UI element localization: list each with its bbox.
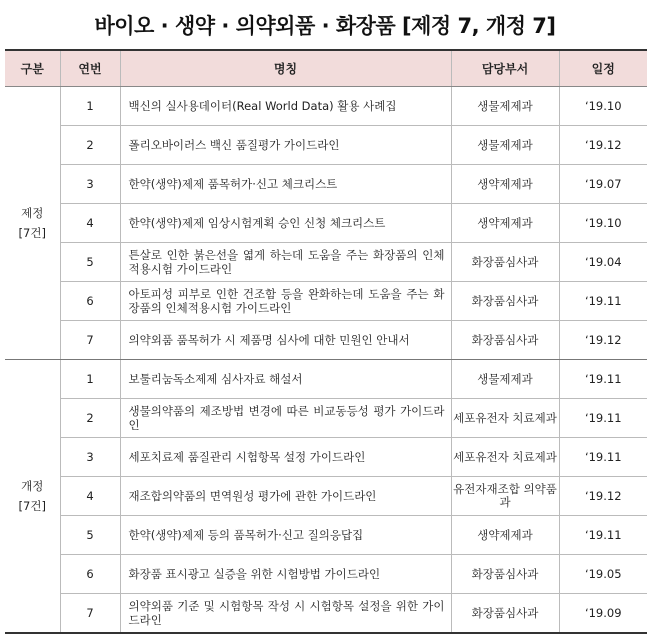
- department: 화장품심사과: [451, 594, 559, 634]
- guideline-name: 한약(생약)제제 임상시험계획 승인 신청 체크리스트: [120, 204, 451, 243]
- department: 화장품심사과: [451, 321, 559, 360]
- row-number: 6: [60, 555, 120, 594]
- guideline-name: 의약외품 품목허가 시 제품명 심사에 대한 민원인 안내서: [120, 321, 451, 360]
- guideline-name: 보툴리눔독소제제 심사자료 해설서: [120, 360, 451, 399]
- department: 생약제제과: [451, 165, 559, 204]
- row-number: 1: [60, 87, 120, 126]
- table-body: [5, 87, 647, 634]
- row-number: 3: [60, 438, 120, 477]
- table-row: [5, 438, 647, 477]
- guideline-name: 아토피성 피부로 인한 건조함 등을 완화하는데 도움을 주는 화장품의 인체적용시험 가이드라인: [120, 282, 451, 321]
- guideline-name: 의약외품 기준 및 시험항목 작성 시 시험항목 설정을 위한 가이드라인: [120, 594, 451, 634]
- row-number: 2: [60, 126, 120, 165]
- schedule-date: ‘19.04: [559, 243, 647, 282]
- department: 화장품심사과: [451, 243, 559, 282]
- schedule-date: ‘19.10: [559, 87, 647, 126]
- department: 생약제제과: [451, 204, 559, 243]
- group-cell: [5, 87, 60, 360]
- row-number: 4: [60, 204, 120, 243]
- row-number: 1: [60, 360, 120, 399]
- group-count: [7건]: [18, 226, 46, 240]
- schedule-date: ‘19.11: [559, 360, 647, 399]
- schedule-date: ‘19.12: [559, 477, 647, 516]
- table-row: [5, 243, 647, 282]
- department: 화장품심사과: [451, 282, 559, 321]
- guideline-name: 백신의 실사용데이터(Real World Data) 활용 사례집: [120, 87, 451, 126]
- schedule-date: ‘19.11: [559, 282, 647, 321]
- row-number: 7: [60, 321, 120, 360]
- group-label: 개정: [21, 479, 44, 493]
- row-number: 2: [60, 399, 120, 438]
- group-cell: [5, 360, 60, 634]
- table-row: [5, 165, 647, 204]
- table-row: [5, 204, 647, 243]
- row-number: 3: [60, 165, 120, 204]
- guideline-name: 폴리오바이러스 백신 품질평가 가이드라인: [120, 126, 451, 165]
- schedule-date: ‘19.05: [559, 555, 647, 594]
- department: 생물제제과: [451, 87, 559, 126]
- table-row: [5, 87, 647, 126]
- row-number: 5: [60, 243, 120, 282]
- row-number: 4: [60, 477, 120, 516]
- table-row: [5, 321, 647, 360]
- table-row: [5, 555, 647, 594]
- guideline-name: 재조합의약품의 면역원성 평가에 관한 가이드라인: [120, 477, 451, 516]
- table-row: [5, 282, 647, 321]
- department: 세포유전자 치료제과: [451, 399, 559, 438]
- department: 생물제제과: [451, 126, 559, 165]
- row-number: 5: [60, 516, 120, 555]
- schedule-date: ‘19.11: [559, 399, 647, 438]
- schedule-date: ‘19.12: [559, 126, 647, 165]
- table-row: [5, 516, 647, 555]
- row-number: 6: [60, 282, 120, 321]
- table-row: [5, 477, 647, 516]
- guideline-name: 한약(생약)제제 품목허가·신고 체크리스트: [120, 165, 451, 204]
- header-department: 담당부서: [451, 50, 559, 87]
- schedule-date: ‘19.09: [559, 594, 647, 634]
- department: 화장품심사과: [451, 555, 559, 594]
- guideline-name: 튼살로 인한 붉은선을 엷게 하는데 도움을 주는 화장품의 인체적용시험 가이드라인: [120, 243, 451, 282]
- department: 생약제제과: [451, 516, 559, 555]
- table-row: [5, 126, 647, 165]
- header-schedule: 일정: [559, 50, 647, 87]
- schedule-date: ‘19.11: [559, 516, 647, 555]
- schedule-date: ‘19.12: [559, 321, 647, 360]
- schedule-date: ‘19.07: [559, 165, 647, 204]
- schedule-date: ‘19.10: [559, 204, 647, 243]
- guideline-name: 화장품 표시광고 실증을 위한 시험방법 가이드라인: [120, 555, 451, 594]
- department: 생물제제과: [451, 360, 559, 399]
- department: 유전자재조합 의약품과: [451, 477, 559, 516]
- table-row: [5, 594, 647, 634]
- group-count: [7건]: [18, 499, 46, 513]
- guideline-name: 세포치료제 품질관리 시험항목 설정 가이드라인: [120, 438, 451, 477]
- table-row: [5, 399, 647, 438]
- table-row: [5, 360, 647, 399]
- header-number: 연번: [60, 50, 120, 87]
- guideline-table: [5, 49, 647, 634]
- row-number: 7: [60, 594, 120, 634]
- guideline-name: 생물의약품의 제조방법 변경에 따른 비교동등성 평가 가이드라인: [120, 399, 451, 438]
- table-header-row: [5, 50, 647, 87]
- header-category: 구분: [5, 50, 60, 87]
- department: 세포유전자 치료제과: [451, 438, 559, 477]
- group-label: 제정: [21, 206, 44, 220]
- schedule-date: ‘19.11: [559, 438, 647, 477]
- document-title: 바이오 · 생약 · 의약외품 · 화장품 [제정 7, 개정 7]: [94, 14, 556, 38]
- guideline-name: 한약(생약)제제 등의 품목허가·신고 질의응답집: [120, 516, 451, 555]
- header-name: 명칭: [120, 50, 451, 87]
